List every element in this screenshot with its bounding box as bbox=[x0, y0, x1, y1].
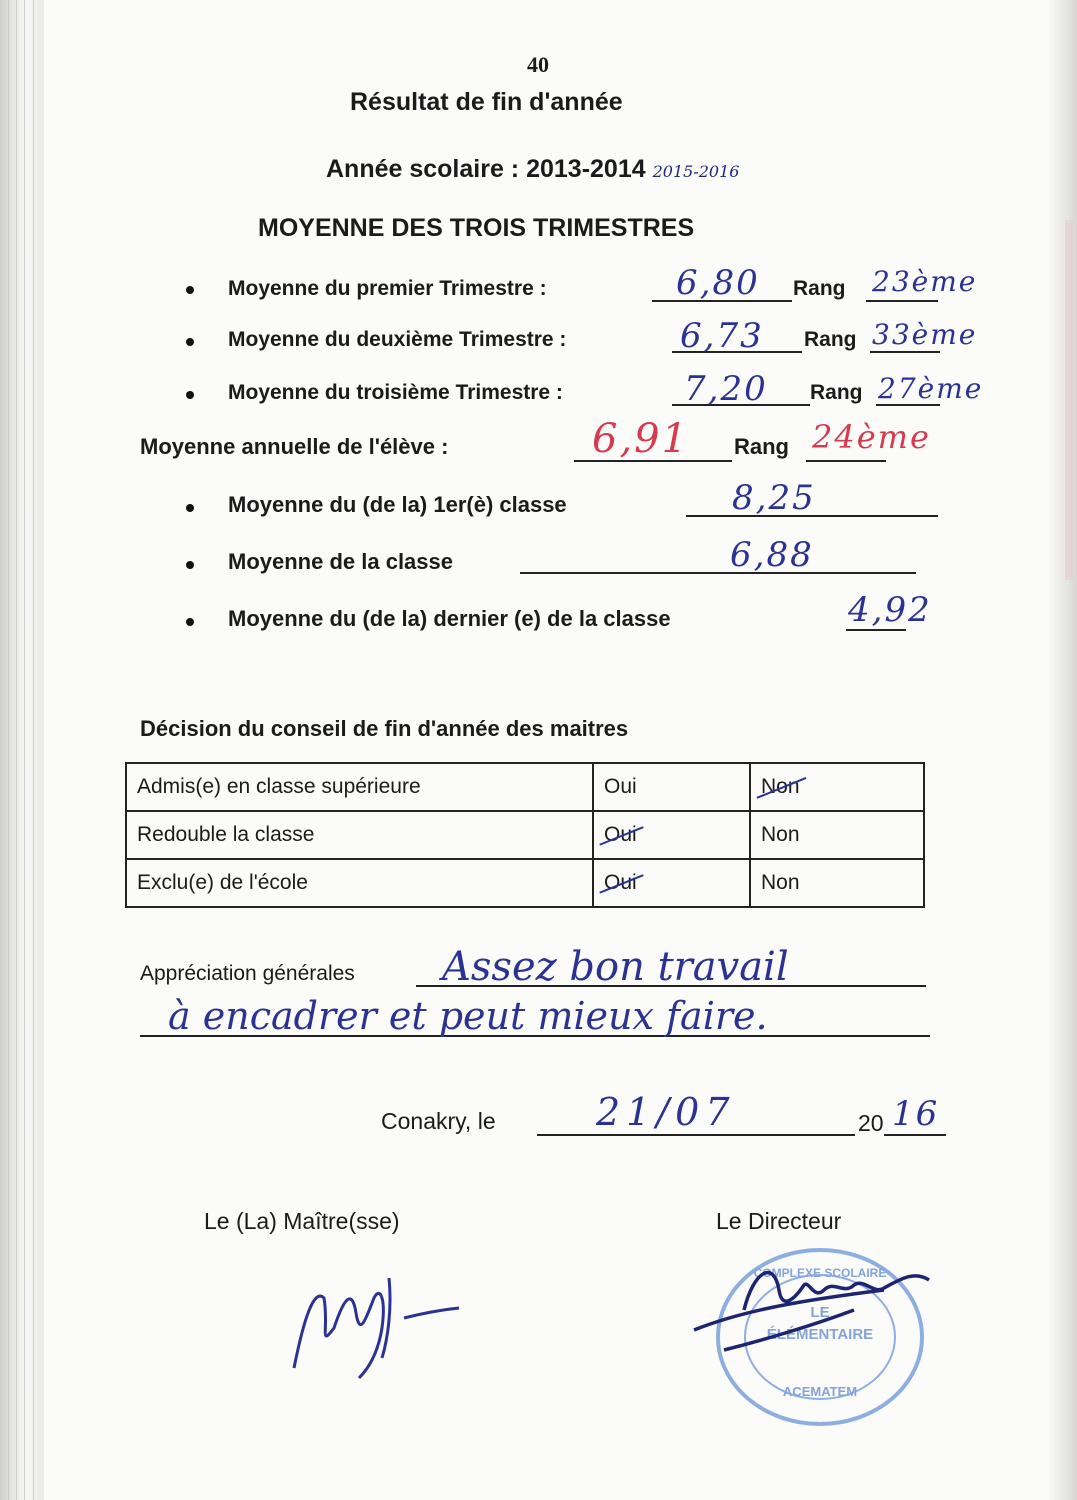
trimester-3-label: Moyenne du troisième Trimestre : bbox=[228, 381, 563, 404]
annual-average-value: 6,91 bbox=[592, 416, 690, 462]
crossed-out-yes: Oui bbox=[604, 823, 637, 846]
decision-no bbox=[750, 763, 924, 811]
trimester-1-rank: 23ème bbox=[872, 265, 978, 298]
bullet-icon bbox=[186, 286, 194, 294]
city-label: Conakry, le bbox=[381, 1108, 496, 1134]
bullet-icon bbox=[186, 391, 194, 399]
appreciation-text-1: Assez bon travail bbox=[442, 944, 789, 990]
trimester-1-label: Moyenne du premier Trimestre : bbox=[228, 277, 547, 300]
trimester-2-rank-label: Rang bbox=[804, 328, 857, 351]
annual-rank-blank bbox=[806, 460, 886, 462]
decision-table bbox=[125, 762, 925, 908]
trimester-2-rank-blank bbox=[870, 351, 940, 353]
bullet-icon bbox=[186, 338, 194, 346]
stamp-middle-text-1: LE bbox=[810, 1304, 830, 1321]
page-title: Résultat de fin d'année bbox=[350, 88, 623, 116]
place-date bbox=[381, 1108, 496, 1135]
last-of-class-label: Moyenne du (de la) dernier (e) de la classe bbox=[228, 606, 671, 631]
trimester-1-rank-blank bbox=[866, 300, 938, 302]
school-year bbox=[326, 155, 739, 184]
date-blank bbox=[537, 1134, 855, 1136]
last-of-class-value: 4,92 bbox=[848, 590, 932, 630]
decision-row-label: Redouble la classe bbox=[126, 811, 593, 859]
appreciation-label: Appréciation générales bbox=[140, 962, 355, 985]
first-of-class-label: Moyenne du (de la) 1er(è) classe bbox=[228, 492, 567, 517]
trimester-3-value: 7,20 bbox=[684, 369, 768, 409]
trimester-3-rank: 27ème bbox=[878, 372, 984, 405]
report-card-page bbox=[44, 0, 1049, 1500]
appreciation-text-2: à encadrer et peut mieux faire. bbox=[168, 994, 768, 1038]
decision-no: Non bbox=[750, 859, 924, 907]
director-signature bbox=[684, 1250, 954, 1370]
teacher-signature-label: Le (La) Maître(sse) bbox=[204, 1208, 400, 1234]
stamp-bottom-text: ACEMATEM bbox=[782, 1384, 858, 1399]
page-right-edge bbox=[1049, 0, 1077, 1500]
trimester-3-rank-label: Rang bbox=[810, 381, 863, 404]
annual-rank-label: Rang bbox=[734, 434, 789, 459]
decision-yes bbox=[593, 859, 750, 907]
director-signature-label: Le Directeur bbox=[716, 1208, 842, 1234]
averages-heading: MOYENNE DES TROIS TRIMESTRES bbox=[258, 214, 695, 242]
trimester-2-value: 6,73 bbox=[680, 316, 764, 356]
bullet-icon bbox=[186, 504, 194, 512]
trimester-2-label: Moyenne du deuxième Trimestre : bbox=[228, 328, 567, 351]
trimester-1-rank-label: Rang bbox=[793, 277, 846, 300]
table-row bbox=[126, 859, 924, 907]
first-of-class-value: 8,25 bbox=[732, 478, 816, 518]
year-suffix: 16 bbox=[892, 1094, 940, 1134]
table-row bbox=[126, 763, 924, 811]
annual-average-label: Moyenne annuelle de l'élève : bbox=[140, 434, 449, 459]
bullet-icon bbox=[186, 561, 194, 569]
class-average-blank bbox=[520, 572, 916, 574]
table-row bbox=[126, 811, 924, 859]
bullet-icon bbox=[186, 618, 194, 626]
decision-row-label: Admis(e) en classe supérieure bbox=[126, 763, 593, 811]
decision-row-label: Exclu(e) de l'école bbox=[126, 859, 593, 907]
decision-yes bbox=[593, 811, 750, 859]
page-number: 40 bbox=[527, 52, 549, 77]
trimester-2-rank: 33ème bbox=[872, 318, 978, 351]
class-average-value: 6,88 bbox=[730, 535, 814, 575]
decision-yes: Oui bbox=[593, 763, 750, 811]
crossed-out-no: Non bbox=[761, 775, 800, 798]
decision-no: Non bbox=[750, 811, 924, 859]
school-year-handwritten: 2015-2016 bbox=[652, 162, 740, 181]
school-year-printed: 2013-2014 bbox=[526, 155, 646, 183]
school-year-label: Année scolaire : bbox=[326, 155, 527, 183]
class-average-label: Moyenne de la classe bbox=[228, 549, 453, 574]
stamp-middle-text-2: ÉLÉMENTAIRE bbox=[766, 1326, 874, 1343]
year-blank bbox=[884, 1134, 946, 1136]
year-prefix: 20 bbox=[858, 1110, 884, 1136]
crossed-out-yes: Oui bbox=[604, 871, 637, 894]
decision-title: Décision du conseil de fin d'année des maitres bbox=[140, 716, 629, 741]
teacher-signature bbox=[274, 1258, 474, 1388]
book-binding-edge bbox=[0, 0, 45, 1500]
stamp-top-text: COMPLEXE SCOLAIRE bbox=[753, 1266, 887, 1280]
annual-rank: 24ème bbox=[812, 418, 931, 456]
trimester-1-value: 6,80 bbox=[676, 263, 760, 303]
date-value: 21/07 bbox=[596, 1090, 736, 1134]
